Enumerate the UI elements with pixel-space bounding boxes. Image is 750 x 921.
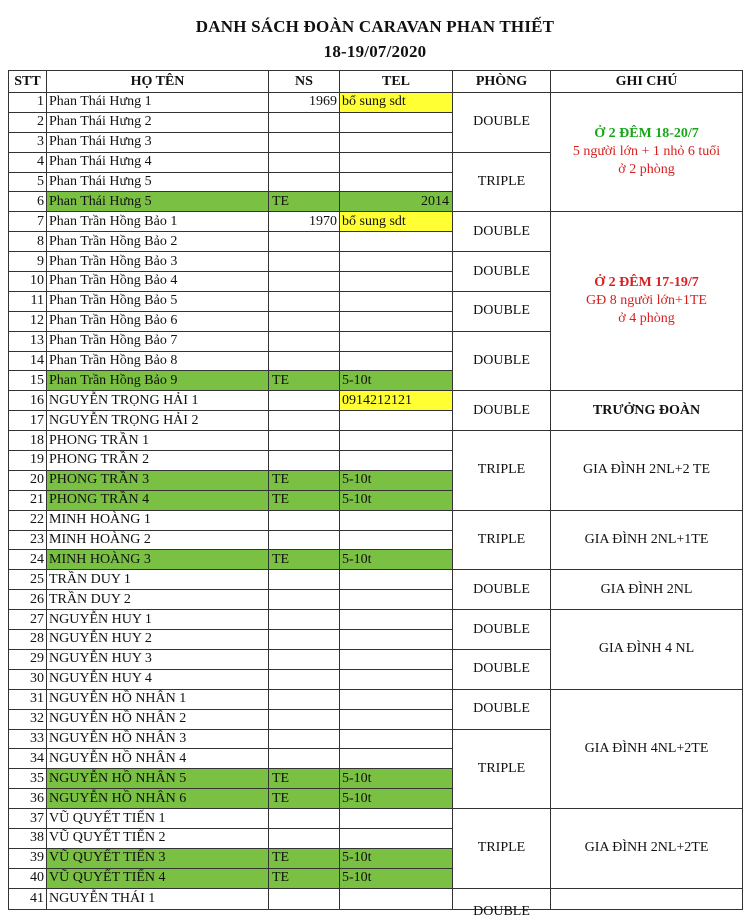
cell-name: NGUYỄN HỒ NHÂN 5	[47, 769, 269, 789]
cell-tel: 5-10t	[340, 848, 453, 868]
cell-stt: 17	[9, 411, 47, 431]
cell-ns	[269, 311, 340, 331]
cell-tel: 5-10t	[340, 470, 453, 490]
cell-ns	[269, 570, 340, 590]
cell-room: DOUBLE	[453, 212, 551, 252]
header-ns: NS	[269, 71, 340, 93]
header-row	[9, 71, 743, 93]
cell-tel	[340, 689, 453, 709]
cell-stt: 32	[9, 709, 47, 729]
cell-name: NGUYỄN HỒ NHÂN 2	[47, 709, 269, 729]
cell-note: GIA ĐÌNH 2NL+1TE	[551, 510, 743, 570]
table-row	[9, 809, 743, 829]
cell-tel	[340, 669, 453, 689]
cell-room: DOUBLE	[453, 689, 551, 729]
cell-name: NGUYỄN HỒ NHÂN 4	[47, 749, 269, 769]
cell-stt: 13	[9, 331, 47, 351]
cell-tel: 2014	[340, 192, 453, 212]
cell-stt: 25	[9, 570, 47, 590]
note-rooms: ở 2 phòng	[618, 162, 675, 178]
cell-name: NGUYỄN HUY 2	[47, 630, 269, 650]
cell-stt: 5	[9, 172, 47, 192]
cell-ns	[269, 510, 340, 530]
cell-stt: 11	[9, 291, 47, 311]
cell-stt: 12	[9, 311, 47, 331]
header-tel: TEL	[340, 71, 453, 93]
cell-name: NGUYỄN HUY 3	[47, 649, 269, 669]
note-guests: 5 người lớn + 1 nhỏ 6 tuổi	[572, 144, 721, 160]
cell-tel	[340, 590, 453, 610]
cell-stt: 8	[9, 232, 47, 252]
cell-name: TRẦN DUY 2	[47, 590, 269, 610]
cell-ns	[269, 590, 340, 610]
cell-tel: bổ sung sdt	[340, 93, 453, 113]
cell-tel	[340, 630, 453, 650]
cell-ns	[269, 649, 340, 669]
cell-tel	[340, 749, 453, 769]
cell-name: Phan Trần Hồng Bảo 7	[47, 331, 269, 351]
page-title: DANH SÁCH ĐOÀN CARAVAN PHAN THIẾT	[195, 17, 555, 36]
cell-ns	[269, 272, 340, 292]
cell-ns: TE	[269, 848, 340, 868]
cell-name: Phan Thái Hưng 2	[47, 112, 269, 132]
table-row	[9, 391, 743, 411]
cell-name: MINH HOÀNG 3	[47, 550, 269, 570]
cell-name: Phan Thái Hưng 4	[47, 152, 269, 172]
cell-room: TRIPLE	[453, 152, 551, 212]
room-label-cut: DOUBLE	[473, 903, 530, 919]
cell-tel	[340, 172, 453, 192]
cell-name: Phan Trần Hồng Bảo 9	[47, 371, 269, 391]
cell-tel	[340, 112, 453, 132]
cell-note	[551, 888, 743, 909]
cell-name: MINH HOÀNG 1	[47, 510, 269, 530]
cell-tel: 5-10t	[340, 371, 453, 391]
cell-stt: 21	[9, 490, 47, 510]
note-guests: GĐ 8 người lớn+1TE	[586, 293, 707, 309]
cell-ns	[269, 431, 340, 451]
cell-ns	[269, 689, 340, 709]
cell-stt: 39	[9, 848, 47, 868]
cell-name: NGUYỄN HỒ NHÂN 6	[47, 789, 269, 809]
cell-name: NGUYỄN HUY 4	[47, 669, 269, 689]
cell-stt: 31	[9, 689, 47, 709]
cell-tel	[340, 431, 453, 451]
cell-stt: 24	[9, 550, 47, 570]
cell-name: NGUYỄN HỒ NHÂN 1	[47, 689, 269, 709]
cell-tel	[340, 530, 453, 550]
cell-name: VŨ QUYẾT TIẾN 2	[47, 828, 269, 848]
cell-tel	[340, 252, 453, 272]
cell-name: NGUYỄN TRỌNG HẢI 1	[47, 391, 269, 411]
cell-stt: 35	[9, 769, 47, 789]
cell-name: PHONG TRẦN 2	[47, 451, 269, 471]
cell-ns	[269, 132, 340, 152]
cell-ns: TE	[269, 769, 340, 789]
cell-room	[453, 888, 551, 919]
roster-table	[8, 70, 743, 919]
cell-name: NGUYỄN HỒ NHÂN 3	[47, 729, 269, 749]
cell-tel	[340, 510, 453, 530]
cell-ns: TE	[269, 789, 340, 809]
cell-stt: 6	[9, 192, 47, 212]
cell-name: Phan Thái Hưng 1	[47, 93, 269, 113]
cell-tel: 5-10t	[340, 769, 453, 789]
header-name: HỌ TÊN	[47, 71, 269, 93]
cell-note: GIA ĐÌNH 2NL+2TE	[551, 809, 743, 889]
cell-ns: TE	[269, 550, 340, 570]
cell-stt: 22	[9, 510, 47, 530]
cell-name: PHONG TRẦN 4	[47, 490, 269, 510]
cell-stt: 7	[9, 212, 47, 232]
cell-note: GIA ĐÌNH 4 NL	[551, 610, 743, 690]
cell-stt: 4	[9, 152, 47, 172]
table-row	[9, 610, 743, 630]
cell-ns	[269, 709, 340, 729]
cell-name: MINH HOÀNG 2	[47, 530, 269, 550]
cell-ns	[269, 888, 340, 909]
cell-stt: 20	[9, 470, 47, 490]
cell-stt: 23	[9, 530, 47, 550]
cell-stt: 28	[9, 630, 47, 650]
cell-tel	[340, 272, 453, 292]
cell-ns	[269, 530, 340, 550]
cell-room: DOUBLE	[453, 331, 551, 391]
cell-name: Phan Trần Hồng Bảo 3	[47, 252, 269, 272]
cell-stt: 27	[9, 610, 47, 630]
cell-tel	[340, 291, 453, 311]
cell-ns	[269, 451, 340, 471]
header-stt: STT	[9, 71, 47, 93]
cell-ns	[269, 630, 340, 650]
cell-tel: 5-10t	[340, 868, 453, 888]
cell-stt: 37	[9, 809, 47, 829]
cell-ns	[269, 291, 340, 311]
cell-ns	[269, 809, 340, 829]
cell-ns	[269, 610, 340, 630]
table-row	[9, 570, 743, 590]
table-row	[9, 888, 743, 909]
table-row	[9, 93, 743, 113]
cell-room: TRIPLE	[453, 510, 551, 570]
header-note: GHI CHÚ	[551, 71, 743, 93]
cell-tel: 0914212121	[340, 391, 453, 411]
cell-tel	[340, 888, 453, 909]
cell-ns	[269, 172, 340, 192]
cell-stt: 29	[9, 649, 47, 669]
cell-room: DOUBLE	[453, 291, 551, 331]
cell-note: TRƯỞNG ĐOÀN	[551, 391, 743, 431]
cell-room: TRIPLE	[453, 809, 551, 889]
cell-name: NGUYỄN TRỌNG HẢI 2	[47, 411, 269, 431]
cell-ns: TE	[269, 371, 340, 391]
cell-tel	[340, 411, 453, 431]
cell-tel	[340, 809, 453, 829]
cell-ns	[269, 152, 340, 172]
cell-name: Phan Trần Hồng Bảo 8	[47, 351, 269, 371]
cell-note: GIA ĐÌNH 4NL+2TE	[551, 689, 743, 808]
cell-stt: 15	[9, 371, 47, 391]
cell-name: Phan Trần Hồng Bảo 4	[47, 272, 269, 292]
cell-name: VŨ QUYẾT TIẾN 4	[47, 868, 269, 888]
cell-name: NGUYỄN HUY 1	[47, 610, 269, 630]
cell-room: DOUBLE	[453, 649, 551, 689]
note-rooms: ở 4 phòng	[618, 311, 675, 327]
note-stay-dates: Ở 2 ĐÊM 18-20/7	[594, 126, 699, 142]
cell-name: VŨ QUYẾT TIẾN 3	[47, 848, 269, 868]
cell-tel	[340, 709, 453, 729]
cell-ns	[269, 669, 340, 689]
cell-stt: 14	[9, 351, 47, 371]
cell-name: VŨ QUYẾT TIẾN 1	[47, 809, 269, 829]
cell-stt: 9	[9, 252, 47, 272]
cell-ns	[269, 411, 340, 431]
cell-stt: 26	[9, 590, 47, 610]
cell-tel	[340, 351, 453, 371]
cell-tel	[340, 610, 453, 630]
cell-ns: 1970	[269, 212, 340, 232]
cell-stt: 2	[9, 112, 47, 132]
cell-name: PHONG TRẦN 3	[47, 470, 269, 490]
cell-stt: 30	[9, 669, 47, 689]
cell-ns	[269, 749, 340, 769]
cell-name: Phan Trần Hồng Bảo 1	[47, 212, 269, 232]
cell-stt: 1	[9, 93, 47, 113]
cell-stt: 41	[9, 888, 47, 909]
cell-room: TRIPLE	[453, 431, 551, 511]
table-row	[9, 431, 743, 451]
cell-room: TRIPLE	[453, 729, 551, 809]
cell-stt: 40	[9, 868, 47, 888]
cell-stt: 3	[9, 132, 47, 152]
cell-tel	[340, 152, 453, 172]
cell-stt: 38	[9, 828, 47, 848]
cell-ns: TE	[269, 192, 340, 212]
cell-name: PHONG TRẦN 1	[47, 431, 269, 451]
cell-note	[551, 212, 743, 391]
cell-tel	[340, 451, 453, 471]
cell-ns	[269, 351, 340, 371]
cell-name: Phan Thái Hưng 3	[47, 132, 269, 152]
cell-note	[551, 93, 743, 212]
cell-tel: 5-10t	[340, 490, 453, 510]
table-row	[9, 510, 743, 530]
table-row	[9, 689, 743, 709]
cell-tel	[340, 828, 453, 848]
cell-tel: 5-10t	[340, 789, 453, 809]
cell-ns	[269, 391, 340, 411]
cell-tel	[340, 729, 453, 749]
header-room: PHÒNG	[453, 71, 551, 93]
cell-name: Phan Trần Hồng Bảo 2	[47, 232, 269, 252]
cell-ns: TE	[269, 470, 340, 490]
cell-stt: 34	[9, 749, 47, 769]
cell-note: GIA ĐÌNH 2NL	[551, 570, 743, 610]
cell-tel: 5-10t	[340, 550, 453, 570]
cell-name: Phan Thái Hưng 5	[47, 192, 269, 212]
cell-note: GIA ĐÌNH 2NL+2 TE	[551, 431, 743, 511]
cell-stt: 36	[9, 789, 47, 809]
cell-ns	[269, 112, 340, 132]
cell-ns	[269, 331, 340, 351]
cell-room: DOUBLE	[453, 252, 551, 292]
cell-name: TRẦN DUY 1	[47, 570, 269, 590]
cell-room: DOUBLE	[453, 93, 551, 153]
cell-stt: 16	[9, 391, 47, 411]
cell-stt: 18	[9, 431, 47, 451]
cell-ns	[269, 232, 340, 252]
cell-name: Phan Trần Hồng Bảo 6	[47, 311, 269, 331]
note-stay-dates: Ở 2 ĐÊM 17-19/7	[594, 275, 699, 291]
cell-name: Phan Trần Hồng Bảo 5	[47, 291, 269, 311]
cell-ns: 1969	[269, 93, 340, 113]
page-date: 18-19/07/2020	[323, 42, 427, 61]
cell-stt: 10	[9, 272, 47, 292]
cell-ns	[269, 729, 340, 749]
cell-ns	[269, 252, 340, 272]
cell-ns	[269, 828, 340, 848]
cell-stt: 33	[9, 729, 47, 749]
cell-name: NGUYỄN THÁI 1	[47, 888, 269, 909]
cell-name: Phan Thái Hưng 5	[47, 172, 269, 192]
cell-room: DOUBLE	[453, 391, 551, 431]
cell-tel	[340, 331, 453, 351]
table-row	[9, 212, 743, 232]
cell-room: DOUBLE	[453, 570, 551, 610]
cell-stt: 19	[9, 451, 47, 471]
cell-tel	[340, 570, 453, 590]
cell-ns: TE	[269, 868, 340, 888]
cell-tel: bổ sung sdt	[340, 212, 453, 232]
cell-room: DOUBLE	[453, 610, 551, 650]
cell-tel	[340, 649, 453, 669]
cell-tel	[340, 232, 453, 252]
cell-tel	[340, 311, 453, 331]
cell-ns: TE	[269, 490, 340, 510]
cell-tel	[340, 132, 453, 152]
